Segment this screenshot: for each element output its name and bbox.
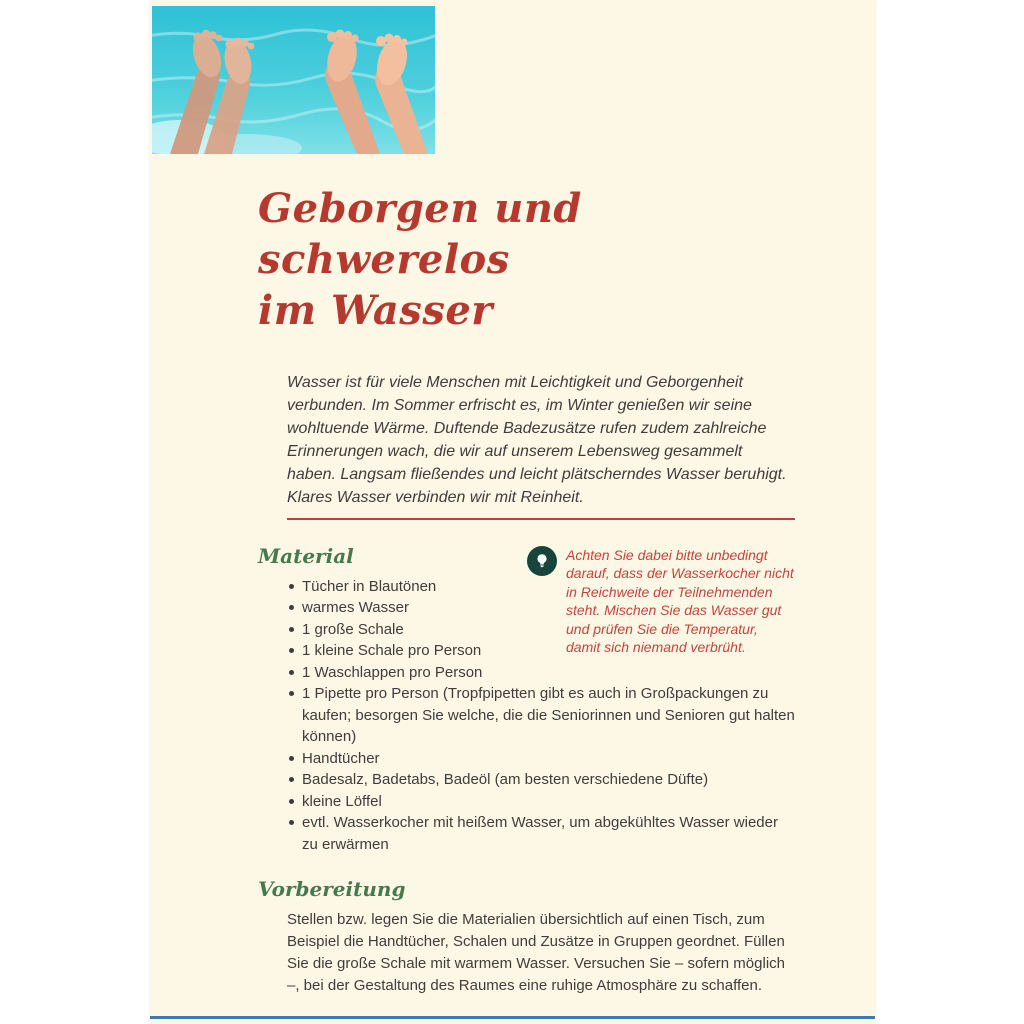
divider-rule <box>287 518 795 520</box>
preparation-paragraph: Stellen bzw. legen Sie die Materialien übersichtlich auf einen Tisch, zum Beispiel die Handtücher, Schalen und Zusätze in Gruppen geordnet. Füllen Sie die große Schale mit warmem Wasser. Versuchen Sie – sofern möglich –, bei der Gestaltung des Raumes eine ruhige Atmosphäre zu schaffen. <box>287 911 785 995</box>
material-heading: Material <box>258 543 354 568</box>
page-title <box>258 183 795 337</box>
material-section <box>258 544 795 856</box>
intro-paragraph: Wasser ist für viele Menschen mit Leichtigkeit und Geborgenheit verbunden. Im Sommer erfrischt es, im Winter genießen wir seine wohltuende Wärme. Duftende Badezusätze rufen zudem zahlreiche Erinnerungen wach, die wir auf unserem Lebensweg gesammelt haben. Langsam fließendes und leicht plätscherndes Wasser beruhigt. Klares Wasser verbinden wir mit Reinheit. <box>287 373 787 506</box>
material-list-item: kleine Löffel <box>287 791 795 813</box>
book-page <box>150 0 875 1024</box>
material-list-item: warmes Wasser <box>287 597 795 619</box>
material-list-item: 1 Waschlappen pro Person <box>287 662 795 684</box>
page-content <box>258 183 795 997</box>
material-list-item: evtl. Wasserkocher mit heißem Wasser, um abgekühltes Wasser wieder zu erwärmen <box>287 812 795 855</box>
safety-tip-text: Achten Sie dabei bitte unbedingt darauf, dass der Wasserkocher nicht in Reichweite der Teilnehmenden steht. Mischen Sie das Wasser gut und prüfen Sie die Temperatur, damit sich niemand verbrüht. <box>566 546 794 656</box>
lightbulb-icon <box>527 546 557 576</box>
material-list-item: Badesalz, Badetabs, Badeöl (am besten verschiedene Düfte) <box>287 769 795 791</box>
material-list-item: 1 große Schale <box>287 619 795 641</box>
material-list <box>287 576 795 856</box>
material-list-item: 1 kleine Schale pro Person <box>287 640 795 662</box>
bottom-page-edge-rule <box>150 1016 875 1019</box>
pool-photo-illustration <box>152 6 435 154</box>
preparation-section <box>258 877 795 997</box>
material-list-item: 1 Pipette pro Person (Tropfpipetten gibt es auch in Großpackungen zu kaufen; besorgen Sie welche, die die Seniorinnen und Senioren gut halten können) <box>287 683 795 748</box>
page-title-line2: im Wasser <box>258 287 493 335</box>
page-title-line1: Geborgen und schwerelos <box>258 185 582 284</box>
material-list-item: Handtücher <box>287 748 795 770</box>
preparation-heading: Vorbereitung <box>258 877 406 902</box>
material-list-item: Tücher in Blautönen <box>287 576 795 598</box>
feet-in-pool-photo <box>152 6 435 154</box>
